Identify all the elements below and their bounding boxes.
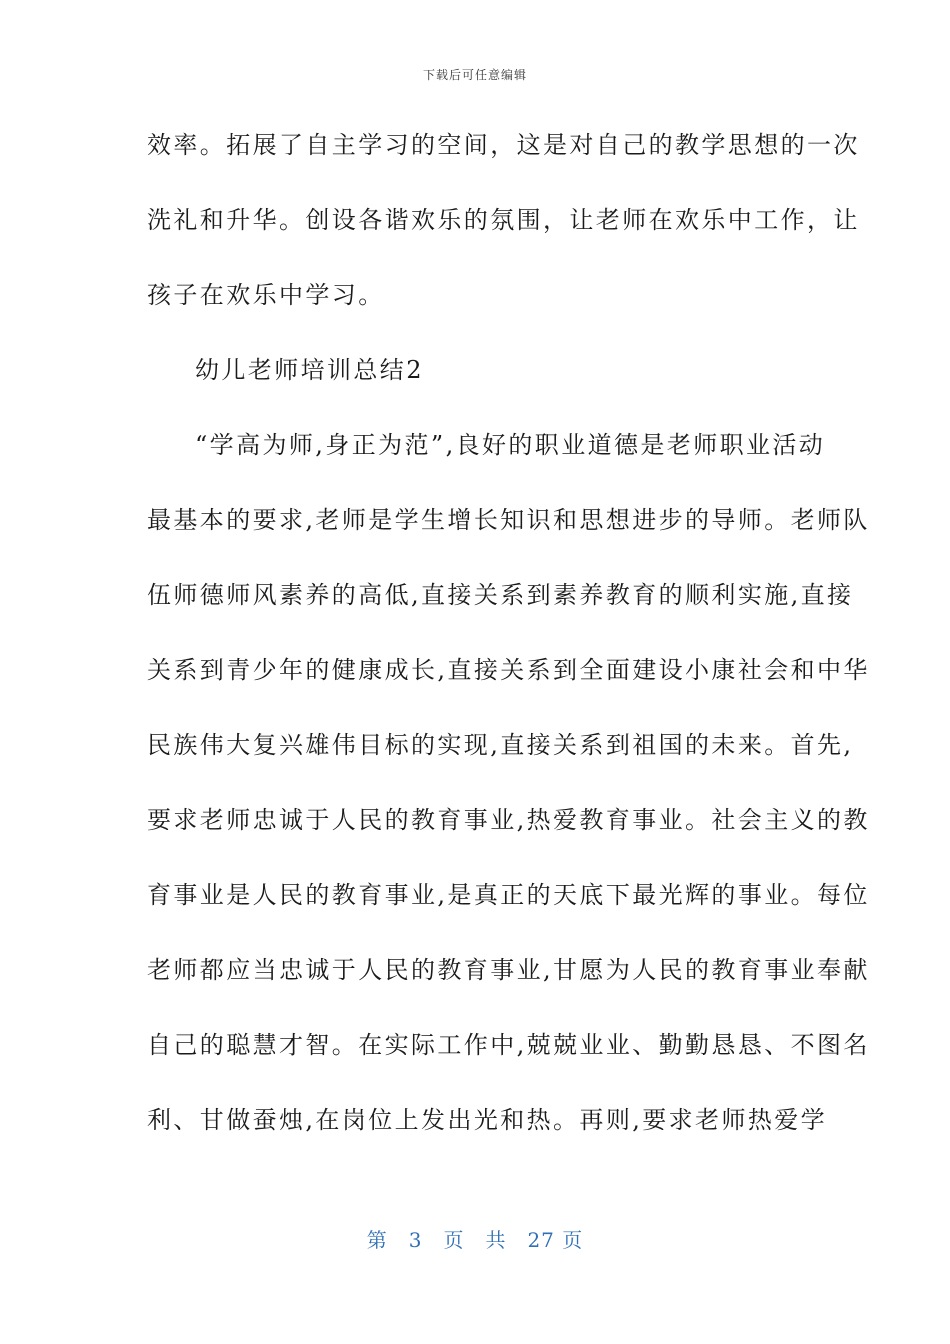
paragraph-line: 伍师德师风素养的高低,直接关系到素养教育的顺利实施,直接 — [147, 581, 854, 609]
paragraph-line: 要求老师忠诚于人民的教育事业,热爱教育事业。社会主义的教 — [147, 806, 870, 834]
page-number-footer: 第 3 页 共 27 页 — [366, 1228, 584, 1252]
paragraph-line: 孩子在欢乐中学习。 — [147, 281, 385, 309]
paragraph-line: 自己的聪慧才智。在实际工作中,兢兢业业、勤勤恳恳、不图名 — [147, 1031, 870, 1059]
paragraph-line: 洗礼和升华。创设各谐欢乐的氛围，让老师在欢乐中工作，让 — [147, 206, 860, 234]
paragraph-line: 关系到青少年的健康成长,直接关系到全面建设小康社会和中华 — [147, 656, 870, 684]
header-note: 下载后可任意编辑 — [422, 68, 527, 82]
paragraph-line: 民族伟大复兴雄伟目标的实现,直接关系到祖国的未来。首先, — [147, 731, 854, 759]
paragraph-line: “学高为师,身正为范”,良好的职业道德是老师职业活动 — [195, 431, 826, 459]
document-body — [147, 124, 870, 1174]
paragraph-line: 老师都应当忠诚于人民的教育事业,甘愿为人民的教育事业奉献 — [147, 956, 870, 984]
paragraph-line: 利、甘做蚕烛,在岗位上发出光和热。再则,要求老师热爱学 — [147, 1106, 828, 1134]
paragraph-line: 最基本的要求,老师是学生增长知识和思想进步的导师。老师队 — [147, 506, 870, 534]
section-heading: 幼儿老师培训总结2 — [195, 356, 424, 384]
paragraph-line: 效率。拓展了自主学习的空间，这是对自己的教学思想的一次 — [147, 131, 860, 159]
paragraph-line: 育事业是人民的教育事业,是真正的天底下最光辉的事业。每位 — [147, 881, 870, 909]
